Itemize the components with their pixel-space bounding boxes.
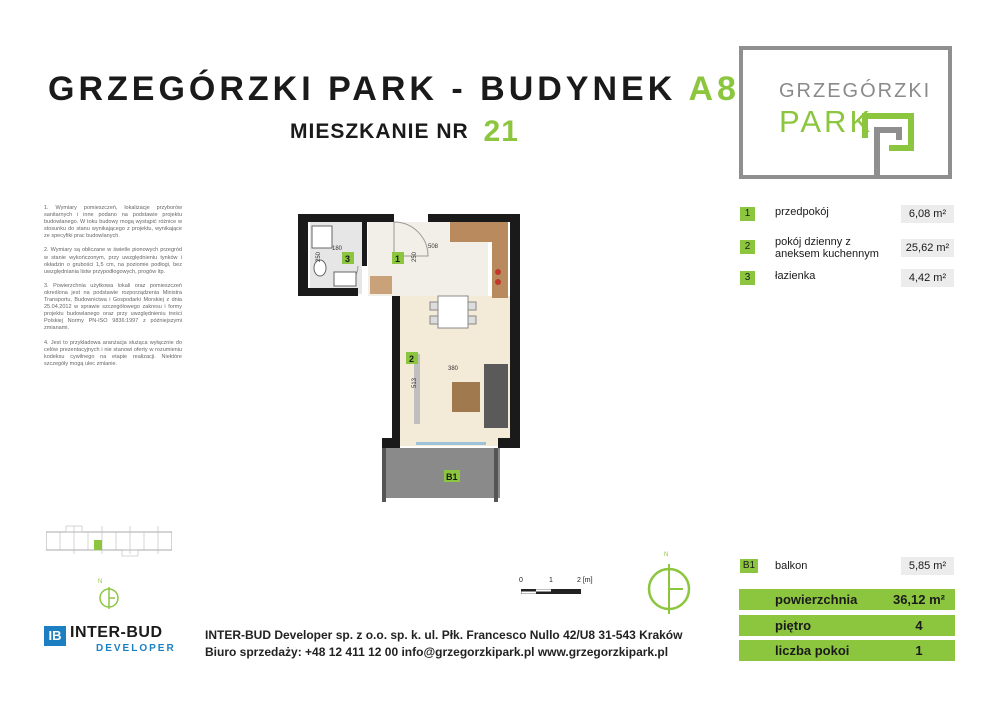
- balcony-number: B1: [740, 559, 758, 573]
- shower: [312, 226, 332, 248]
- plan-room-3: 3: [345, 254, 351, 264]
- title-main: GRZEGÓRZKI PARK - BUDYNEK: [48, 70, 677, 108]
- room-name: łazienka: [775, 270, 816, 282]
- sink: [334, 272, 356, 286]
- building-key-plan: [46, 522, 172, 560]
- balcony-area: 5,85 m²: [901, 557, 954, 575]
- coffee-table: [452, 382, 480, 412]
- room-area: 6,08 m²: [901, 205, 954, 223]
- apartment-subtitle: [290, 115, 519, 149]
- company-address: INTER-BUD Developer sp. z o.o. sp. k. ul. Płk. Francesco Nullo 42/U8 31-543 Kraków: [205, 628, 683, 642]
- compass-big-icon: [646, 564, 692, 614]
- inter-bud-logo-sub: DEVELOPER: [96, 643, 176, 654]
- summary-label: powierzchnia: [775, 592, 858, 607]
- room-number: 1: [740, 207, 755, 221]
- dim-250b: 250: [412, 251, 418, 262]
- room-name: przedpokój: [775, 206, 829, 218]
- summary-rooms: [739, 640, 955, 661]
- inter-bud-logo-box: IB: [44, 626, 66, 646]
- plan-room-2: 2: [409, 354, 415, 364]
- inter-bud-logo-name: INTER-BUD: [70, 624, 163, 641]
- apartment-number: 21: [483, 115, 519, 148]
- balcony-floor: [382, 448, 500, 498]
- sofa: [484, 364, 508, 428]
- room-row: [738, 204, 954, 228]
- page-title: [48, 70, 740, 109]
- apartment-label: MIESZKANIE NR: [290, 120, 469, 143]
- dim-508: 508: [428, 244, 439, 250]
- room-name: pokój dzienny z aneksem kuchennym: [775, 236, 879, 260]
- summary-value: 36,12 m²: [892, 592, 946, 607]
- key-plan-highlight: [94, 540, 102, 550]
- tv-unit: [414, 354, 420, 424]
- compass-big-n: N: [664, 552, 669, 558]
- summary-label: liczba pokoi: [775, 643, 850, 658]
- room-list: [738, 204, 954, 298]
- compass-small-n: N: [98, 579, 103, 585]
- dining-table: [438, 296, 468, 328]
- logo-p-mark-icon: [859, 108, 919, 176]
- dim-513: 513: [412, 377, 418, 388]
- compass-small-icon: [98, 587, 120, 609]
- kitchen-counter: [450, 222, 508, 242]
- building-code: A8: [688, 70, 740, 108]
- note-3: 3. Powierzchnia użytkowa lokali oraz pomieszczeń określona jest na podstawie rozporządzenia Ministra Transportu, Budownictwa i Gospodarki Morskiej z dnia 25.04.2012 w sprawie szczegółowego zakresu i formy projektu budowlanego oraz przy uwzględnieniu treści Polskiej Normy PN-ISO 9836:1997 z późniejszymi zmianami.: [44, 282, 182, 332]
- room-number: 3: [740, 271, 755, 285]
- room-row: [738, 234, 954, 262]
- wardrobe: [370, 276, 392, 294]
- room-number: 2: [740, 240, 755, 254]
- floor-plan: [298, 212, 520, 502]
- window-line: [416, 442, 486, 445]
- summary-value: 1: [915, 643, 923, 658]
- dim-380: 380: [448, 366, 459, 372]
- scale-bar: [521, 589, 581, 594]
- scale-1: 1: [549, 577, 553, 584]
- grzegorzki-park-logo: [739, 46, 952, 179]
- note-4: 4. Jest to przykładowa aranżacja służąca wyłącznie do celów prezentacyjnych i nie stanowi oferty w rozumieniu kodeksu cywilnego na etapie realizacji. Niektóre szczegóły mogą ulec zmianie.: [44, 339, 182, 367]
- summary-floor: [739, 615, 955, 636]
- notes-column: [44, 205, 182, 375]
- company-contact: Biuro sprzedaży: +48 12 411 12 00 info@grzegorzkipark.pl www.grzegorzkipark.pl: [205, 645, 669, 659]
- logo-line1: GRZEGÓRZKI: [779, 80, 932, 102]
- balcony-name: balkon: [775, 560, 808, 572]
- summary-label: piętro: [775, 618, 812, 633]
- scale-0: 0: [519, 577, 523, 584]
- room-area: 4,42 m²: [901, 269, 954, 287]
- plan-balcony: B1: [446, 472, 458, 482]
- dim-180: 180: [332, 246, 343, 252]
- balcony-rail-left: [382, 448, 386, 502]
- summary-area: [739, 589, 955, 610]
- room-area: 25,62 m²: [901, 239, 954, 257]
- logo-line2: PARK: [779, 104, 874, 139]
- balcony-row: [738, 556, 954, 578]
- scale-2: 2 [m]: [577, 577, 593, 584]
- note-2: 2. Wymiary są obliczane w świetle pionowych przegród w stanie wykończonym, przy uwzględnieniu tynków i okładzin o grubości 1,5 cm, na poziomie podłogi, bez uwzględniania listw przypodłogowych, progów itp.: [44, 247, 182, 275]
- dim-250a: 250: [316, 251, 322, 262]
- balcony-rail-right: [494, 448, 498, 502]
- note-1: 1. Wymiary pomieszczeń, lokalizacje przyborów sanitarnych i inne podano na podstawie projektu budowlanego. W toku budowy mogą wystąpić różnice w stosunku do stanu wynikającego z projektu, wynikające ze specyfiki prac budowlanych.: [44, 205, 182, 240]
- room-row: [738, 268, 954, 292]
- plan-room-1: 1: [395, 254, 401, 264]
- summary-value: 4: [915, 618, 923, 633]
